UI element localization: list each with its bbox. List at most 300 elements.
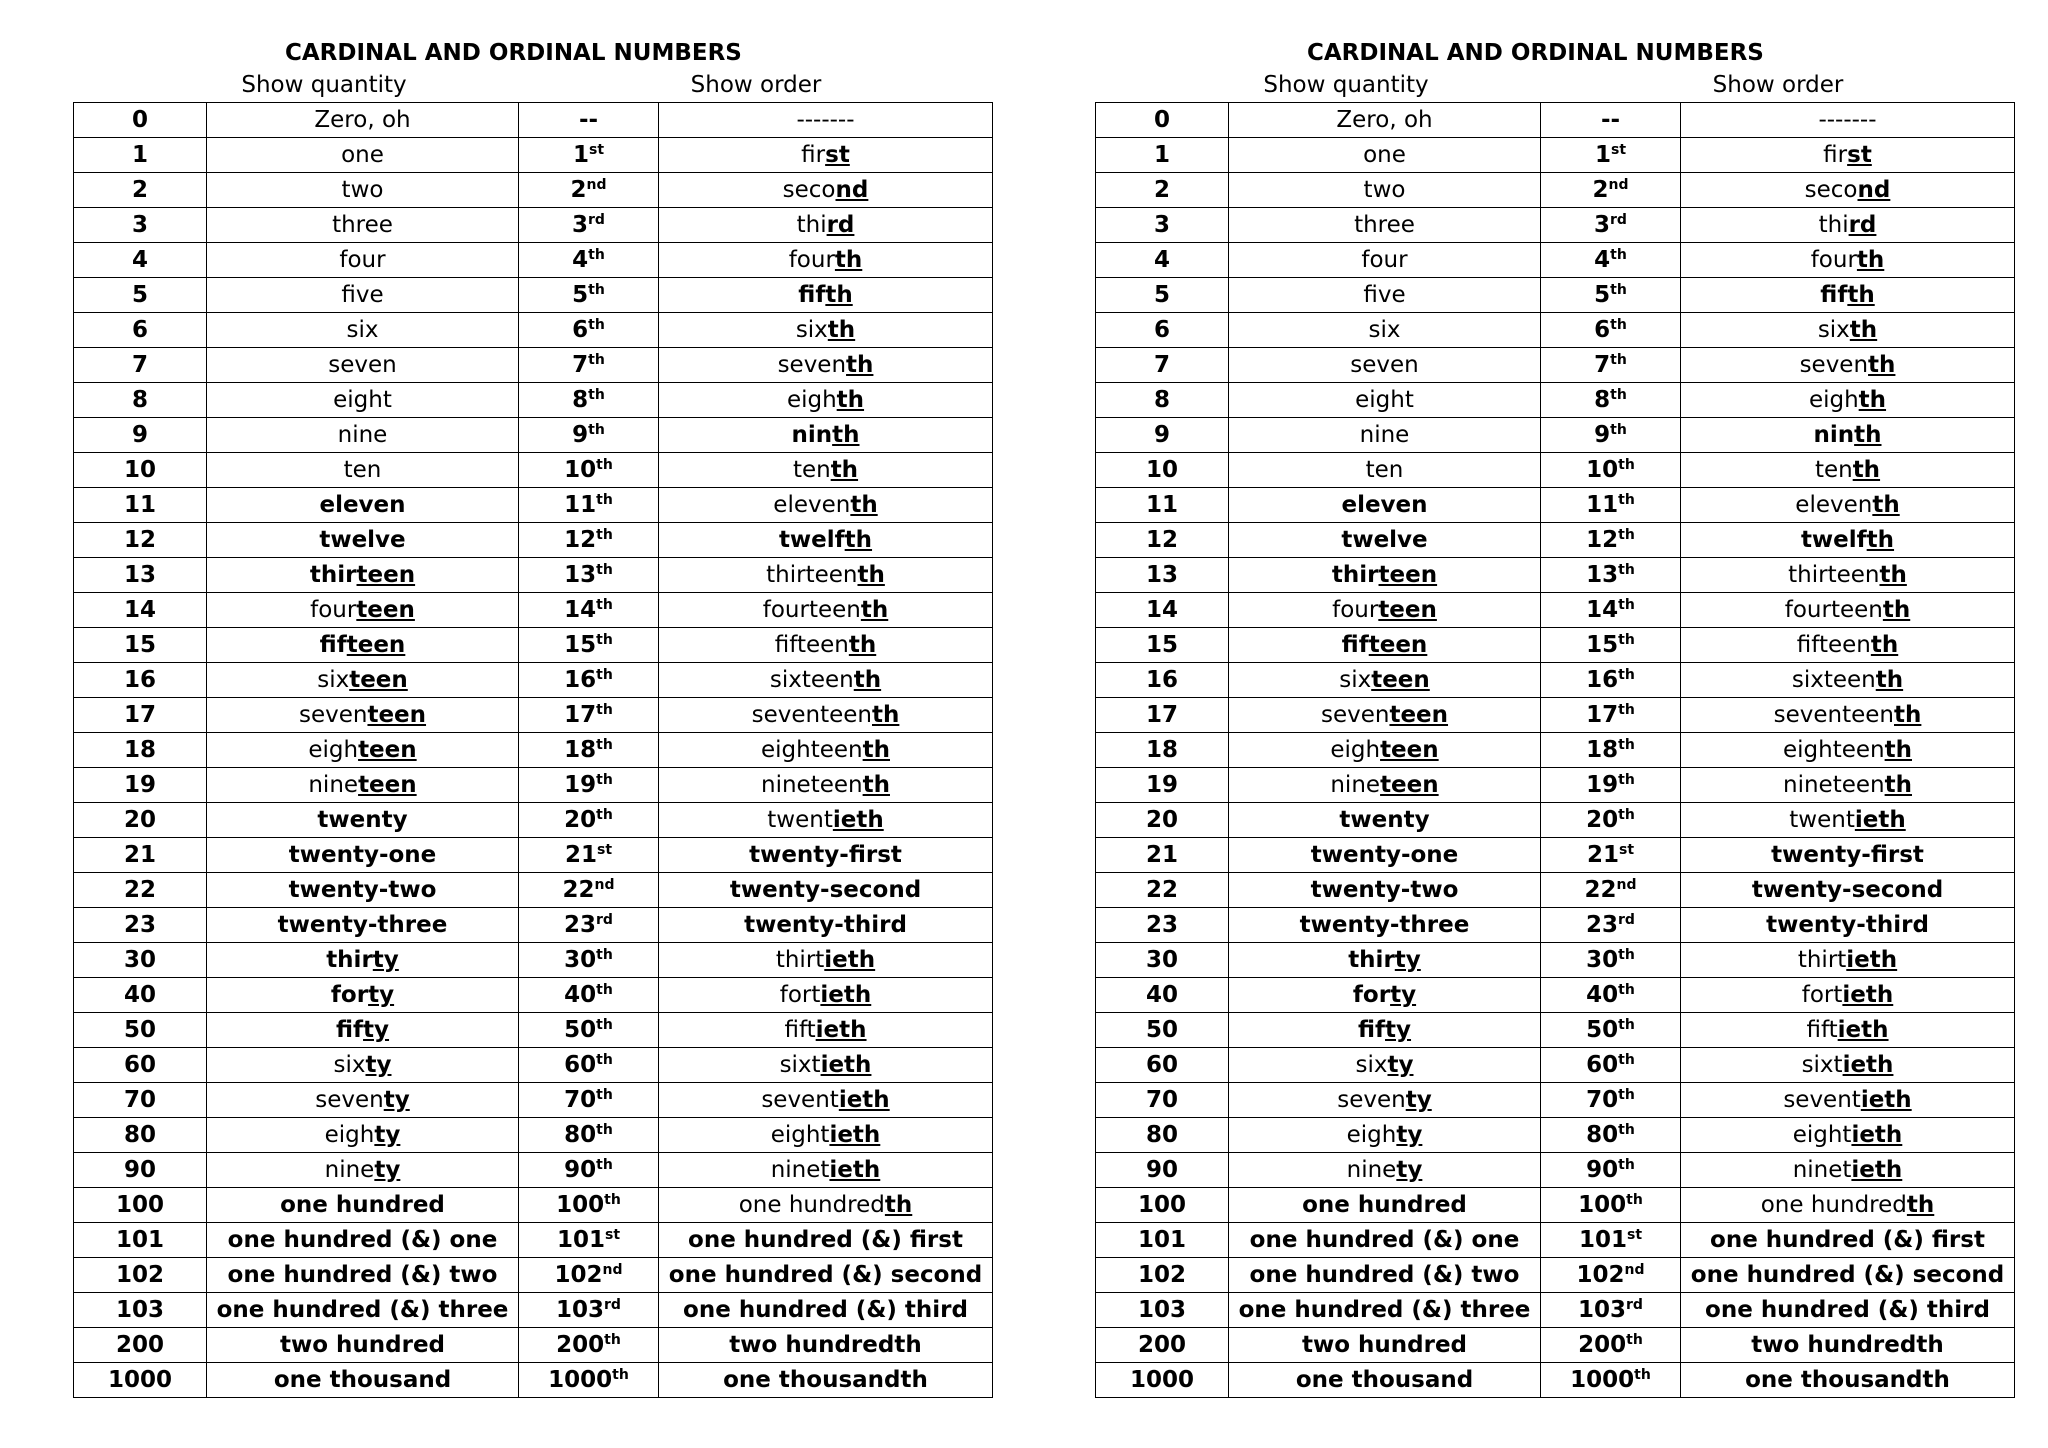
- word-part: seven: [315, 1087, 384, 1113]
- cardinal-word: [207, 1258, 519, 1293]
- cardinal-number: 103: [1096, 1293, 1229, 1328]
- cardinal-word: [207, 418, 519, 453]
- table-row: [1096, 628, 2015, 663]
- table-row: [1096, 908, 2015, 943]
- word-part: nine: [337, 422, 388, 448]
- word-part: two: [341, 177, 384, 203]
- table-row: [74, 1013, 993, 1048]
- word-part: twenty-one: [1310, 842, 1459, 868]
- word-part: for: [1352, 982, 1391, 1008]
- ordinal-suffix: th: [596, 457, 613, 473]
- table-row: [74, 1048, 993, 1083]
- ordinal-word: [1681, 628, 2015, 663]
- ordinal-number-base: 23: [1586, 912, 1619, 938]
- ordinal-word: [1681, 243, 2015, 278]
- cardinal-number: 6: [74, 313, 207, 348]
- cardinal-word: [1229, 1083, 1541, 1118]
- cardinal-word: [207, 908, 519, 943]
- ordinal-suffix: th: [1610, 422, 1627, 438]
- table-row: [1096, 1223, 2015, 1258]
- page-title: [1095, 36, 2014, 70]
- cardinal-word: [1229, 1223, 1541, 1258]
- cardinal-number: 6: [1096, 313, 1229, 348]
- cardinal-number: 11: [1096, 488, 1229, 523]
- ordinal-number-base: --: [1600, 107, 1621, 133]
- ordinal-word: [1681, 733, 2015, 768]
- word-part: th: [1852, 457, 1881, 483]
- ordinal-number-base: 13: [564, 562, 597, 588]
- ordinal-suffix: th: [596, 492, 613, 508]
- ordinal-suffix: th: [1618, 947, 1635, 963]
- word-part: eigh: [324, 1122, 375, 1148]
- word-part: one thousandth: [1745, 1367, 1950, 1393]
- cardinal-number: 16: [74, 663, 207, 698]
- cardinal-word: [207, 593, 519, 628]
- table-row: [1096, 1328, 2015, 1363]
- word-part: th: [1868, 352, 1896, 378]
- table-row: [1096, 278, 2015, 313]
- cardinal-word: [1229, 1048, 1541, 1083]
- ordinal-number: [519, 523, 659, 558]
- ordinal-number: [1541, 383, 1681, 418]
- word-part: ty: [363, 1017, 390, 1043]
- word-part: one hundred (&) first: [688, 1227, 963, 1253]
- word-part: ty: [1394, 947, 1421, 973]
- ordinal-suffix: nd: [602, 1262, 623, 1278]
- ordinal-word: [1681, 348, 2015, 383]
- word-part: ty: [1396, 1122, 1423, 1148]
- word-part: twenty-first: [749, 842, 902, 868]
- ordinal-word: [659, 1188, 993, 1223]
- ordinal-word: [659, 733, 993, 768]
- word-part: fif: [798, 282, 826, 308]
- word-part: th: [848, 632, 877, 658]
- word-part: th: [830, 457, 859, 483]
- ordinal-suffix: th: [596, 527, 613, 543]
- ordinal-number: [1541, 978, 1681, 1013]
- word-part: teen: [356, 597, 415, 623]
- ordinal-number-base: 13: [1586, 562, 1619, 588]
- word-part: twenty-second: [1751, 877, 1944, 903]
- cardinal-number: 102: [1096, 1258, 1229, 1293]
- word-part: nin: [791, 422, 833, 448]
- word-part: eigh: [786, 387, 837, 413]
- ordinal-suffix: th: [1618, 702, 1635, 718]
- ordinal-number: [519, 1048, 659, 1083]
- word-part: one hundred (&) two: [227, 1262, 498, 1288]
- word-part: nine: [1359, 422, 1410, 448]
- word-part: nd: [1857, 177, 1891, 203]
- table-row: [74, 1258, 993, 1293]
- ordinal-number-base: 15: [1586, 632, 1619, 658]
- ordinal-suffix: th: [588, 422, 605, 438]
- cardinal-word: [1229, 803, 1541, 838]
- word-part: twelf: [778, 527, 845, 553]
- cardinal-word: [1229, 838, 1541, 873]
- table-row: [1096, 1118, 2015, 1153]
- ordinal-word: [1681, 103, 2015, 138]
- word-part: ieth: [829, 1122, 881, 1148]
- ordinal-suffix: th: [596, 772, 613, 788]
- table-row: [1096, 523, 2015, 558]
- ordinal-number-base: 18: [1586, 737, 1619, 763]
- word-part: two hundredth: [729, 1332, 922, 1358]
- cardinal-number: 11: [74, 488, 207, 523]
- word-part: ty: [1390, 982, 1417, 1008]
- word-part: ieth: [820, 1052, 872, 1078]
- cardinal-number: 5: [74, 278, 207, 313]
- ordinal-number-base: 101: [556, 1227, 605, 1253]
- ordinal-number-base: 80: [564, 1122, 597, 1148]
- numbers-table: [1095, 102, 2015, 1398]
- ordinal-word: [1681, 558, 2015, 593]
- word-part: th: [834, 247, 863, 273]
- ordinal-number: [1541, 838, 1681, 873]
- word-part: six: [795, 317, 828, 343]
- cardinal-word: [1229, 488, 1541, 523]
- ordinal-number-base: 90: [564, 1157, 597, 1183]
- ordinal-number-base: 200: [556, 1332, 605, 1358]
- table-row: [1096, 558, 2015, 593]
- ordinal-number-base: 6: [572, 317, 589, 343]
- ordinal-number: [519, 1328, 659, 1363]
- word-part: teen: [1371, 667, 1430, 693]
- word-part: teen: [346, 632, 406, 658]
- word-part: four: [310, 597, 357, 623]
- page-title-text: CARDINAL AND ORDINAL NUMBERS: [1307, 40, 1764, 66]
- ordinal-number-base: 40: [1586, 982, 1619, 1008]
- word-part: twelf: [1800, 527, 1867, 553]
- cardinal-word: [207, 1293, 519, 1328]
- ordinal-word: [1681, 1293, 2015, 1328]
- panel-right: [1095, 36, 2014, 1398]
- ordinal-suffix: st: [588, 142, 605, 158]
- ordinal-number: [1541, 768, 1681, 803]
- word-part: seventeen: [751, 702, 872, 728]
- ordinal-number: [1541, 278, 1681, 313]
- ordinal-number-base: 9: [572, 422, 589, 448]
- word-part: fif: [1820, 282, 1848, 308]
- word-part: one thousand: [273, 1367, 452, 1393]
- cardinal-word: [1229, 978, 1541, 1013]
- table-row: [74, 733, 993, 768]
- word-part: one hundred (&) two: [1249, 1262, 1520, 1288]
- ordinal-word: [659, 523, 993, 558]
- ordinal-word: [1681, 523, 2015, 558]
- word-part: th: [846, 352, 874, 378]
- word-part: one hundred (&) third: [1705, 1297, 1990, 1323]
- ordinal-suffix: th: [1610, 317, 1627, 333]
- ordinal-suffix: th: [1618, 457, 1635, 473]
- word-part: three: [332, 212, 393, 238]
- table-row: [74, 873, 993, 908]
- word-part: th: [1866, 527, 1895, 553]
- word-part: ten: [1814, 457, 1853, 483]
- word-part: ieth: [1854, 807, 1906, 833]
- cardinal-word: [207, 348, 519, 383]
- ordinal-number: [519, 873, 659, 908]
- word-part: two: [1363, 177, 1406, 203]
- table-row: [1096, 1153, 2015, 1188]
- ordinal-word: [659, 103, 993, 138]
- cardinal-number: 60: [74, 1048, 207, 1083]
- word-part: twenty-second: [729, 877, 922, 903]
- word-part: ieth: [824, 947, 876, 973]
- cardinal-word: [1229, 1013, 1541, 1048]
- word-part: four: [1361, 247, 1408, 273]
- ordinal-suffix: th: [1618, 807, 1635, 823]
- word-part: ieth: [838, 1087, 890, 1113]
- word-part: eight: [1792, 1122, 1852, 1148]
- cardinal-number: 15: [1096, 628, 1229, 663]
- ordinal-suffix: rd: [596, 912, 613, 928]
- ordinal-suffix: st: [1618, 842, 1635, 858]
- word-part: four: [339, 247, 386, 273]
- ordinal-number-base: 60: [1586, 1052, 1619, 1078]
- ordinal-word: [659, 628, 993, 663]
- word-part: ty: [1387, 1052, 1414, 1078]
- ordinal-number: [1541, 908, 1681, 943]
- cardinal-number: 70: [1096, 1083, 1229, 1118]
- ordinal-number-base: 9: [1594, 422, 1611, 448]
- table-row: [74, 978, 993, 1013]
- ordinal-word: [659, 208, 993, 243]
- word-part: fort: [779, 982, 821, 1008]
- cardinal-word: [207, 1118, 519, 1153]
- word-part: thir: [1331, 562, 1379, 588]
- ordinal-number-base: 12: [564, 527, 597, 553]
- word-part: seco: [1804, 177, 1858, 203]
- numbers-table: [73, 102, 993, 1398]
- word-part: fir: [1823, 142, 1848, 168]
- ordinal-word: [1681, 488, 2015, 523]
- ordinal-number-base: 40: [564, 982, 597, 1008]
- show-order-label: Show order: [690, 72, 822, 98]
- ordinal-number: [519, 138, 659, 173]
- ordinal-word: [659, 1153, 993, 1188]
- cardinal-word: [1229, 1293, 1541, 1328]
- ordinal-word: [659, 383, 993, 418]
- ordinal-suffix: th: [1618, 492, 1635, 508]
- ordinal-number-base: 3: [572, 212, 589, 238]
- word-part: six: [1339, 667, 1372, 693]
- ordinal-number-base: 30: [564, 947, 597, 973]
- word-part: six: [346, 317, 379, 343]
- ordinal-suffix: th: [596, 1052, 613, 1068]
- cardinal-word: [207, 873, 519, 908]
- ordinal-number: [519, 348, 659, 383]
- ordinal-number-base: 100: [556, 1192, 605, 1218]
- ordinal-number-base: 6: [1594, 317, 1611, 343]
- word-part: st: [1847, 142, 1872, 168]
- cardinal-word: [1229, 628, 1541, 663]
- cardinal-number: 90: [74, 1153, 207, 1188]
- word-part: teen: [1378, 597, 1437, 623]
- table-row: [74, 418, 993, 453]
- cardinal-number: 14: [1096, 593, 1229, 628]
- table-row: [1096, 383, 2015, 418]
- word-part: thir: [1348, 947, 1395, 973]
- ordinal-number: [519, 313, 659, 348]
- ordinal-number: [1541, 873, 1681, 908]
- table-row: [74, 488, 993, 523]
- cardinal-word: [1229, 383, 1541, 418]
- ordinal-suffix: th: [596, 1122, 613, 1138]
- ordinal-suffix: th: [1618, 1017, 1635, 1033]
- table-row: [74, 768, 993, 803]
- word-part: fort: [1801, 982, 1843, 1008]
- ordinal-number: [519, 978, 659, 1013]
- table-row: [1096, 1258, 2015, 1293]
- ordinal-suffix: th: [596, 632, 613, 648]
- ordinal-number: [1541, 488, 1681, 523]
- word-part: fifteen: [774, 632, 849, 658]
- cardinal-word: [207, 1153, 519, 1188]
- ordinal-word: [659, 173, 993, 208]
- word-part: thi: [796, 212, 827, 238]
- table-row: [74, 348, 993, 383]
- cardinal-word: [1229, 1363, 1541, 1398]
- ordinal-word: [659, 768, 993, 803]
- word-part: four: [1810, 247, 1857, 273]
- word-part: th: [857, 562, 885, 588]
- ordinal-word: [1681, 208, 2015, 243]
- word-part: th: [1856, 247, 1885, 273]
- word-part: thi: [1818, 212, 1849, 238]
- word-part: eight: [333, 387, 392, 413]
- cardinal-word: [207, 173, 519, 208]
- ordinal-suffix: st: [1610, 142, 1627, 158]
- ordinal-suffix: th: [596, 702, 613, 718]
- ordinal-word: [659, 698, 993, 733]
- ordinal-number: [1541, 208, 1681, 243]
- ordinal-word: [1681, 1188, 2015, 1223]
- ordinal-word: [659, 1328, 993, 1363]
- word-part: th: [1854, 422, 1882, 448]
- ordinal-number: [1541, 1293, 1681, 1328]
- cardinal-word: [1229, 348, 1541, 383]
- ordinal-suffix: th: [1626, 1192, 1643, 1208]
- table-row: [74, 1153, 993, 1188]
- table-row: [74, 803, 993, 838]
- word-part: ty: [1385, 1017, 1412, 1043]
- cardinal-word: [207, 1188, 519, 1223]
- ordinal-suffix: th: [1618, 527, 1635, 543]
- ordinal-number: [1541, 1363, 1681, 1398]
- ordinal-number: [519, 1083, 659, 1118]
- table-row: [1096, 1083, 2015, 1118]
- table-row: [74, 1188, 993, 1223]
- ordinal-number: [1541, 243, 1681, 278]
- ordinal-word: [659, 138, 993, 173]
- cardinal-word: [1229, 698, 1541, 733]
- table-row: [1096, 803, 2015, 838]
- table-row: [1096, 1048, 2015, 1083]
- cardinal-word: [1229, 558, 1541, 593]
- subheadings: [73, 70, 992, 102]
- ordinal-number: [519, 103, 659, 138]
- ordinal-number-base: 60: [564, 1052, 597, 1078]
- word-part: eleven: [1795, 492, 1873, 518]
- word-part: two hundred: [279, 1332, 446, 1358]
- ordinal-number: [1541, 1188, 1681, 1223]
- ordinal-number-base: 22: [1584, 877, 1617, 903]
- numbers-table-body: [1096, 103, 2015, 1398]
- ordinal-number: [519, 1153, 659, 1188]
- word-part: ieth: [829, 1157, 881, 1183]
- ordinal-word: [659, 348, 993, 383]
- table-row: [1096, 768, 2015, 803]
- cardinal-word: [207, 103, 519, 138]
- word-part: five: [1363, 282, 1406, 308]
- ordinal-number-base: 4: [1594, 247, 1611, 273]
- table-row: [74, 943, 993, 978]
- ordinal-word: [659, 278, 993, 313]
- cardinal-word: [207, 453, 519, 488]
- cardinal-number: 8: [74, 383, 207, 418]
- ordinal-number: [519, 1223, 659, 1258]
- ordinal-suffix: th: [1618, 1122, 1635, 1138]
- word-part: six: [333, 1052, 366, 1078]
- cardinal-word: [1229, 768, 1541, 803]
- word-part: fif: [319, 632, 347, 658]
- word-part: one thousand: [1295, 1367, 1474, 1393]
- word-part: one hundred (&) second: [1690, 1262, 2005, 1288]
- ordinal-suffix: th: [588, 247, 605, 263]
- table-row: [74, 138, 993, 173]
- word-part: twenty-three: [1299, 912, 1470, 938]
- word-part: ieth: [1842, 1052, 1894, 1078]
- table-row: [74, 1223, 993, 1258]
- ordinal-number-base: 1000: [1570, 1367, 1635, 1393]
- word-part: th: [872, 702, 900, 728]
- word-part: rd: [1848, 212, 1877, 238]
- word-part: teen: [356, 562, 416, 588]
- cardinal-number: 9: [1096, 418, 1229, 453]
- word-part: ieth: [1846, 947, 1898, 973]
- cardinal-word: [207, 768, 519, 803]
- ordinal-suffix: th: [596, 1157, 613, 1173]
- word-part: four: [788, 247, 835, 273]
- ordinal-suffix: nd: [594, 877, 615, 893]
- ordinal-number-base: 19: [1586, 772, 1619, 798]
- ordinal-suffix: th: [596, 667, 613, 683]
- ordinal-number: [519, 1363, 659, 1398]
- cardinal-word: [1229, 418, 1541, 453]
- cardinal-word: [1229, 173, 1541, 208]
- ordinal-number-base: 101: [1578, 1227, 1627, 1253]
- ordinal-suffix: th: [1610, 352, 1627, 368]
- ordinal-number-base: 15: [564, 632, 597, 658]
- word-part: th: [827, 317, 856, 343]
- table-row: [74, 208, 993, 243]
- cardinal-number: 12: [74, 523, 207, 558]
- ordinal-number: [519, 803, 659, 838]
- word-part: one hundred (&) one: [227, 1227, 498, 1253]
- ordinal-word: [659, 908, 993, 943]
- ordinal-number: [1541, 663, 1681, 698]
- cardinal-word: [1229, 873, 1541, 908]
- word-part: fourteen: [1784, 597, 1883, 623]
- ordinal-word: [1681, 1118, 2015, 1153]
- cardinal-number: 50: [1096, 1013, 1229, 1048]
- ordinal-suffix: th: [1634, 1367, 1651, 1383]
- cardinal-number: 100: [1096, 1188, 1229, 1223]
- table-row: [74, 628, 993, 663]
- word-part: one hundred (&) third: [683, 1297, 968, 1323]
- ordinal-word: [659, 1293, 993, 1328]
- word-part: fif: [335, 1017, 364, 1043]
